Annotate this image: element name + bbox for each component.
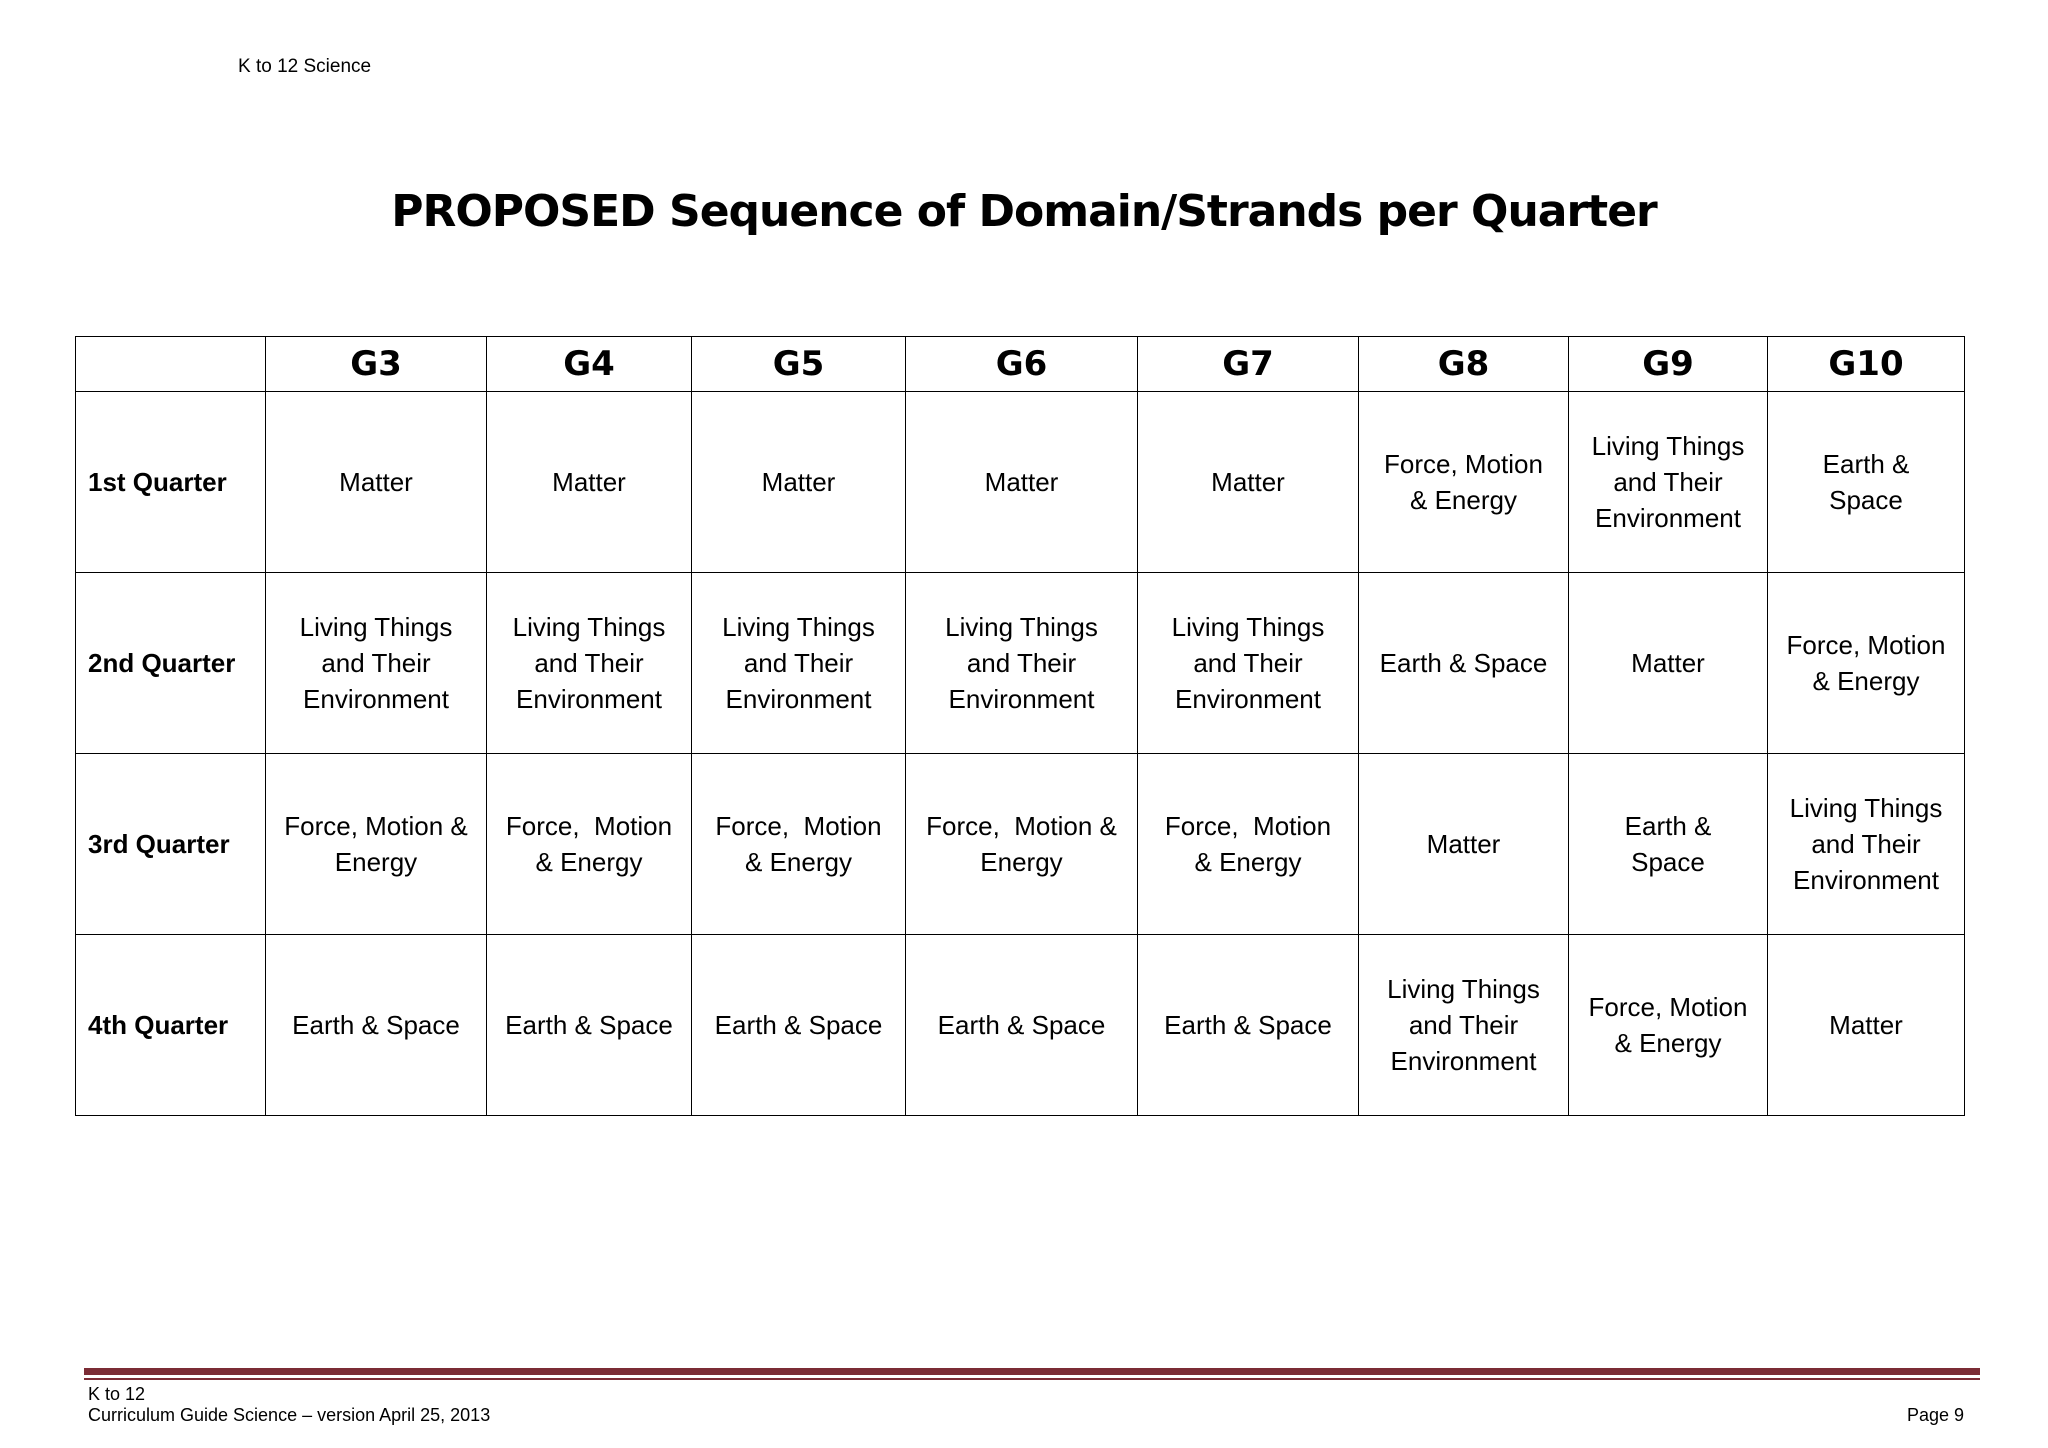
cell-line: Environment (948, 684, 1095, 714)
cell-line: Environment (516, 684, 662, 714)
cell-line: & Energy (745, 847, 852, 877)
cell-line: & Energy (1194, 847, 1302, 877)
table-cell (1138, 392, 1359, 573)
table-cell (487, 754, 692, 935)
table-cell (1359, 754, 1569, 935)
column-header-g5: G5 (692, 337, 906, 392)
table-row (76, 754, 1965, 935)
cell-line: and Their (534, 648, 644, 678)
cell-line: Living Things (299, 612, 453, 642)
cell-line: & Energy (1812, 666, 1920, 696)
table-cell (1359, 935, 1569, 1116)
table-cell (1768, 392, 1965, 573)
table-cell (1359, 392, 1569, 573)
cell-line: & Energy (1614, 1028, 1722, 1058)
table-cell (906, 573, 1138, 754)
cell-line: Matter (339, 467, 413, 497)
cell-line: Force, Motion (1384, 449, 1543, 479)
cell-line: Living Things (1591, 431, 1745, 461)
cell-line: Earth & (1822, 449, 1910, 479)
table-cell (1569, 392, 1768, 573)
cell-line: Force, Motion (505, 811, 673, 841)
cell-line: and Their (743, 648, 854, 678)
cell-line: Environment (1793, 865, 1939, 895)
cell-line: Matter (761, 467, 836, 497)
cell-line: Living Things (1789, 793, 1943, 823)
table-row (76, 935, 1965, 1116)
cell-line: Earth & Space (292, 1010, 460, 1040)
running-header: K to 12 Science (238, 56, 372, 77)
cell-line: Force, Motion (1588, 992, 1748, 1022)
cell-line: Environment (303, 684, 449, 714)
footer-rule (84, 1368, 1980, 1375)
table-cell (1138, 573, 1359, 754)
table-cell (266, 935, 487, 1116)
cell-line: Earth & (1624, 811, 1712, 841)
table-cell (1359, 573, 1569, 754)
cell-line: Force, Motion & (284, 811, 468, 841)
cell-line: & Energy (1410, 485, 1517, 515)
table-header-row (76, 337, 1965, 392)
table-cell (692, 935, 906, 1116)
cell-line: and Their (321, 648, 431, 678)
row-header: 1st Quarter (76, 392, 266, 573)
cell-line: Living Things (1387, 974, 1540, 1004)
cell-line: Matter (1631, 648, 1705, 678)
table-cell (1768, 935, 1965, 1116)
cell-line: Matter (552, 467, 626, 497)
table-cell (266, 392, 487, 573)
table-cell (692, 573, 906, 754)
cell-line: Earth & Space (1379, 648, 1548, 678)
cell-line: Living Things (945, 612, 1098, 642)
table-cell (1768, 573, 1965, 754)
cell-line: Living Things (512, 612, 666, 642)
table-cell (906, 392, 1138, 573)
row-header: 2nd Quarter (76, 573, 266, 754)
cell-line: and Their (1811, 829, 1921, 859)
cell-line: Matter (984, 467, 1059, 497)
cell-line: and Their (1408, 1010, 1519, 1040)
table-cell (1138, 935, 1359, 1116)
cell-line: Matter (1829, 1010, 1903, 1040)
table-cell (487, 573, 692, 754)
cell-line: Earth & Space (714, 1010, 883, 1040)
row-header: 3rd Quarter (76, 754, 266, 935)
cell-line: Force, Motion (1786, 630, 1946, 660)
cell-line: Space (1631, 847, 1705, 877)
table-cell (487, 392, 692, 573)
column-header-g9: G9 (1569, 337, 1768, 392)
table-cell (692, 392, 906, 573)
cell-line: Space (1829, 485, 1903, 515)
cell-line: Living Things (722, 612, 875, 642)
footer-info (88, 1384, 490, 1426)
cell-line: Environment (1595, 503, 1741, 533)
cell-line: Earth & Space (937, 1010, 1106, 1040)
cell-line: Environment (1175, 684, 1321, 714)
table-cell (692, 754, 906, 935)
table-cell (1569, 573, 1768, 754)
table-cell (266, 754, 487, 935)
page-number: Page 9 (1906, 1405, 1964, 1425)
table-cell (487, 935, 692, 1116)
cell-line: Force, Motion (715, 811, 882, 841)
table-cell (266, 573, 487, 754)
cell-line: Environment (725, 684, 872, 714)
footer-line-1: K to 12 (88, 1384, 146, 1404)
row-header: 4th Quarter (76, 935, 266, 1116)
cell-line: Matter (1211, 467, 1285, 497)
column-header-g6: G6 (906, 337, 1138, 392)
cell-line: and Their (1193, 648, 1303, 678)
cell-line: Energy (980, 847, 1063, 877)
table-cell (1569, 935, 1768, 1116)
column-header-g7: G7 (1138, 337, 1359, 392)
footer-rule-thin (84, 1378, 1980, 1380)
column-header-g4: G4 (487, 337, 692, 392)
cell-line: Force, Motion & (926, 811, 1117, 841)
cell-line: and Their (966, 648, 1077, 678)
cell-line: Matter (1426, 829, 1501, 859)
table-cell (1768, 754, 1965, 935)
cell-line: Force, Motion (1164, 811, 1332, 841)
cell-line: Environment (1390, 1046, 1537, 1076)
footer-line-2: Curriculum Guide Science – version April 25, 2013 (88, 1405, 491, 1425)
column-header-g3: G3 (266, 337, 487, 392)
sequence-table (75, 336, 1965, 1116)
table-row (76, 573, 1965, 754)
table-cell (1569, 754, 1768, 935)
cell-line: Earth & Space (1164, 1010, 1332, 1040)
table-cell (1138, 754, 1359, 935)
cell-line: & Energy (535, 847, 643, 877)
column-header-g8: G8 (1359, 337, 1569, 392)
cell-line: and Their (1613, 467, 1723, 497)
table-cell (906, 935, 1138, 1116)
table-cell (906, 754, 1138, 935)
column-header-g10: G10 (1768, 337, 1965, 392)
page-title: PROPOSED Sequence of Domain/Strands per Quarter (391, 186, 1657, 237)
table-row (76, 392, 1965, 573)
cell-line: Energy (334, 847, 418, 877)
header-corner-cell (76, 337, 266, 392)
cell-line: Living Things (1171, 612, 1325, 642)
cell-line: Earth & Space (505, 1010, 673, 1040)
